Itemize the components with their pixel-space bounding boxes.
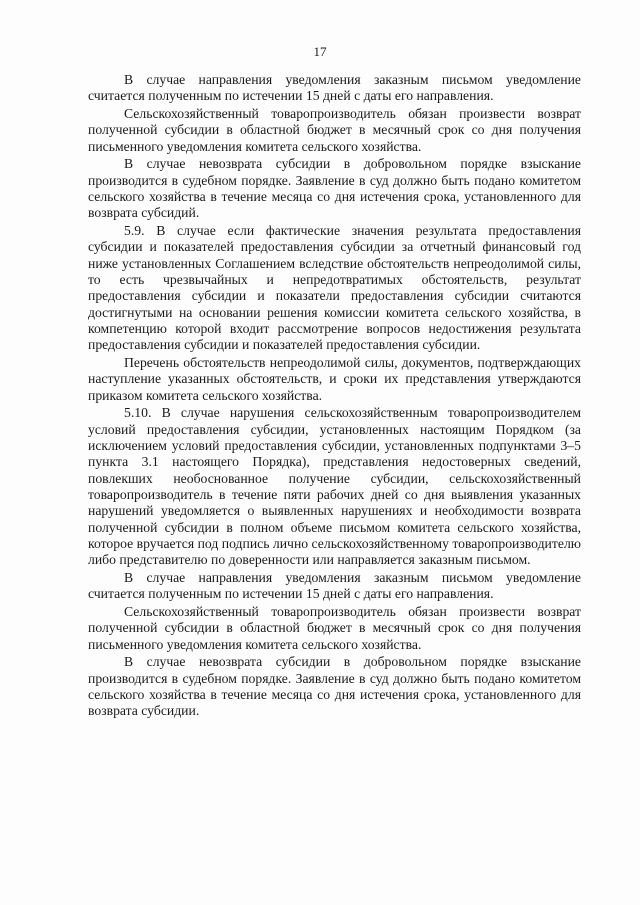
paragraph: Сельскохозяйственный товаропроизводитель обязан произвести возврат полученной субсидии в областной бюджет в месячный срок со дня получения письменного уведомления комитета сельского хозяйства. (88, 106, 581, 154)
paragraph: В случае направления уведомления заказным письмом уведомление считается полученным по истечении 15 дней с даты его направления. (88, 569, 581, 602)
paragraph: 5.10. В случае нарушения сельскохозяйственным товаропроизводителем условий предоставления субсидии, установленных настоящим Порядком (за исключением условий предоставления субсидии, установленных подпунктами 3–5 пункта 3.1 настоящего Порядка), представления недостоверных сведений, повлекших необоснованное получение субсидии, сельскохозяйственный товаропроизводитель в течение пяти рабочих дней со дня выявления указанных нарушений уведомляется о выявленных нарушениях и необходимости возврата полученной субсидии в полном объеме письмом комитета сельского хозяйства, которое вручается под подпись лично сельскохозяйственному товаропроизводителю либо представителю по доверенности или направляется заказным письмом. (88, 405, 581, 568)
paragraph: Перечень обстоятельств непреодолимой силы, документов, подтверждающих наступление указанных обстоятельств, и сроки их представления утверждаются приказом комитета сельского хозяйства. (88, 355, 581, 403)
paragraph: В случае невозврата субсидии в добровольном порядке взыскание производится в судебном порядке. Заявление в суд должно быть подано комитетом сельского хозяйства в течение месяца со дня истечения срока, установленного для возврата субсидий. (88, 156, 581, 221)
paragraph: 5.9. В случае если фактические значения результата предоставления субсидии и показателей предоставления субсидии за отчетный финансовый год ниже установленных Соглашением вследствие обстоятельств непреодолимой силы, то есть чрезвычайных и непредотвратимых обстоятельств, результат предоставления субсидии и показатели предоставления субсидии считаются достигнутыми на основании решения комиссии комитета сельского хозяйства, в компетенцию которой входит рассмотрение вопросов недостижения результата предоставления субсидии и показателей предоставления субсидии. (88, 223, 581, 353)
document-body (88, 72, 581, 721)
paragraph: В случае направления уведомления заказным письмом уведомление считается полученным по истечении 15 дней с даты его направления. (88, 72, 581, 104)
page-number: 17 (313, 44, 327, 59)
paragraph: Сельскохозяйственный товаропроизводитель обязан произвести возврат полученной субсидии в областной бюджет в месячный срок со дня получения письменного уведомления комитета сельского хозяйства. (88, 604, 581, 652)
paragraph: В случае невозврата субсидии в добровольном порядке взыскание производится в судебном порядке. Заявление в суд должно быть подано комитетом сельского хозяйства в течение месяца со дня истечения срока, установленного для возврата субсидии. (88, 654, 581, 719)
